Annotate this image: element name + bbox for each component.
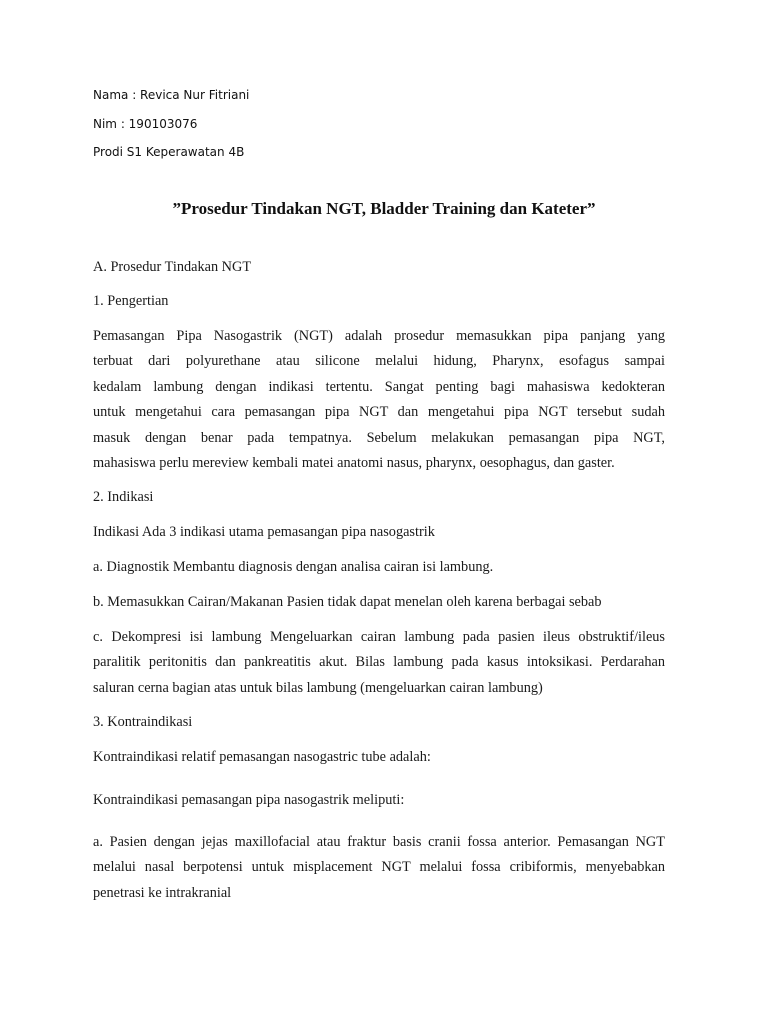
pengertian-line: mahasiswa perlu mereview kembali matei anatomi nasus, pharynx, oesophagus, dan gaster. bbox=[93, 455, 615, 471]
section-a-heading: A. Prosedur Tindakan NGT bbox=[93, 259, 252, 275]
pengertian-line: untuk mengetahui cara pemasangan pipa NGT dan mengetahui pipa NGT tersebut sudah bbox=[93, 404, 665, 420]
kontraindikasi-item-a-line: penetrasi ke intrakranial bbox=[93, 885, 232, 901]
kontraindikasi-meliputi: Kontraindikasi pemasangan pipa nasogastrik meliputi: bbox=[93, 792, 405, 808]
document-title: ”Prosedur Tindakan NGT, Bladder Training dan Kateter” bbox=[172, 199, 596, 218]
indikasi-item-c-line: c. Dekompresi isi lambung Mengeluarkan cairan lambung pada pasien ileus obstruktif/ileus bbox=[93, 629, 665, 645]
indikasi-intro: Indikasi Ada 3 indikasi utama pemasangan pipa nasogastrik bbox=[93, 524, 435, 540]
pengertian-line: kedalam lambung dengan indikasi tertentu. Sangat penting bagi mahasiswa kedokteran bbox=[93, 379, 665, 395]
kontraindikasi-heading: 3. Kontraindikasi bbox=[93, 714, 193, 730]
pengertian-heading: 1. Pengertian bbox=[93, 293, 169, 309]
student-nim: Nim : 190103076 bbox=[93, 117, 198, 131]
indikasi-item-a: a. Diagnostik Membantu diagnosis dengan analisa cairan isi lambung. bbox=[93, 559, 494, 575]
indikasi-item-b: b. Memasukkan Cairan/Makanan Pasien tidak dapat menelan oleh karena berbagai sebab bbox=[93, 594, 602, 610]
kontraindikasi-item-a-line: a. Pasien dengan jejas maxillofacial atau fraktur basis cranii fossa anterior. Pemasangan NGT bbox=[93, 834, 665, 850]
kontraindikasi-item-a-line: melalui nasal berpotensi untuk misplacement NGT melalui fossa cribiformis, menyebabkan bbox=[93, 859, 665, 875]
pengertian-line: masuk dengan benar pada tempatnya. Sebelum melakukan pemasangan pipa NGT, bbox=[93, 430, 665, 446]
indikasi-item-c-line: saluran cerna bagian atas untuk bilas lambung (mengeluarkan cairan lambung) bbox=[93, 680, 543, 696]
student-name: Nama : Revica Nur Fitriani bbox=[93, 88, 250, 102]
indikasi-heading: 2. Indikasi bbox=[93, 489, 154, 505]
pengertian-line: Pemasangan Pipa Nasogastrik (NGT) adalah prosedur memasukkan pipa panjang yang bbox=[93, 328, 665, 344]
study-program: Prodi S1 Keperawatan 4B bbox=[93, 145, 245, 159]
kontraindikasi-relatif: Kontraindikasi relatif pemasangan nasogastric tube adalah: bbox=[93, 749, 431, 765]
pengertian-line: terbuat dari polyurethane atau silicone melalui hidung, Pharynx, esofagus sampai bbox=[93, 353, 665, 369]
indikasi-item-c-line: paralitik peritonitis dan pankreatitis akut. Bilas lambung pada kasus intoksikasi. Perdarahan bbox=[93, 654, 665, 670]
